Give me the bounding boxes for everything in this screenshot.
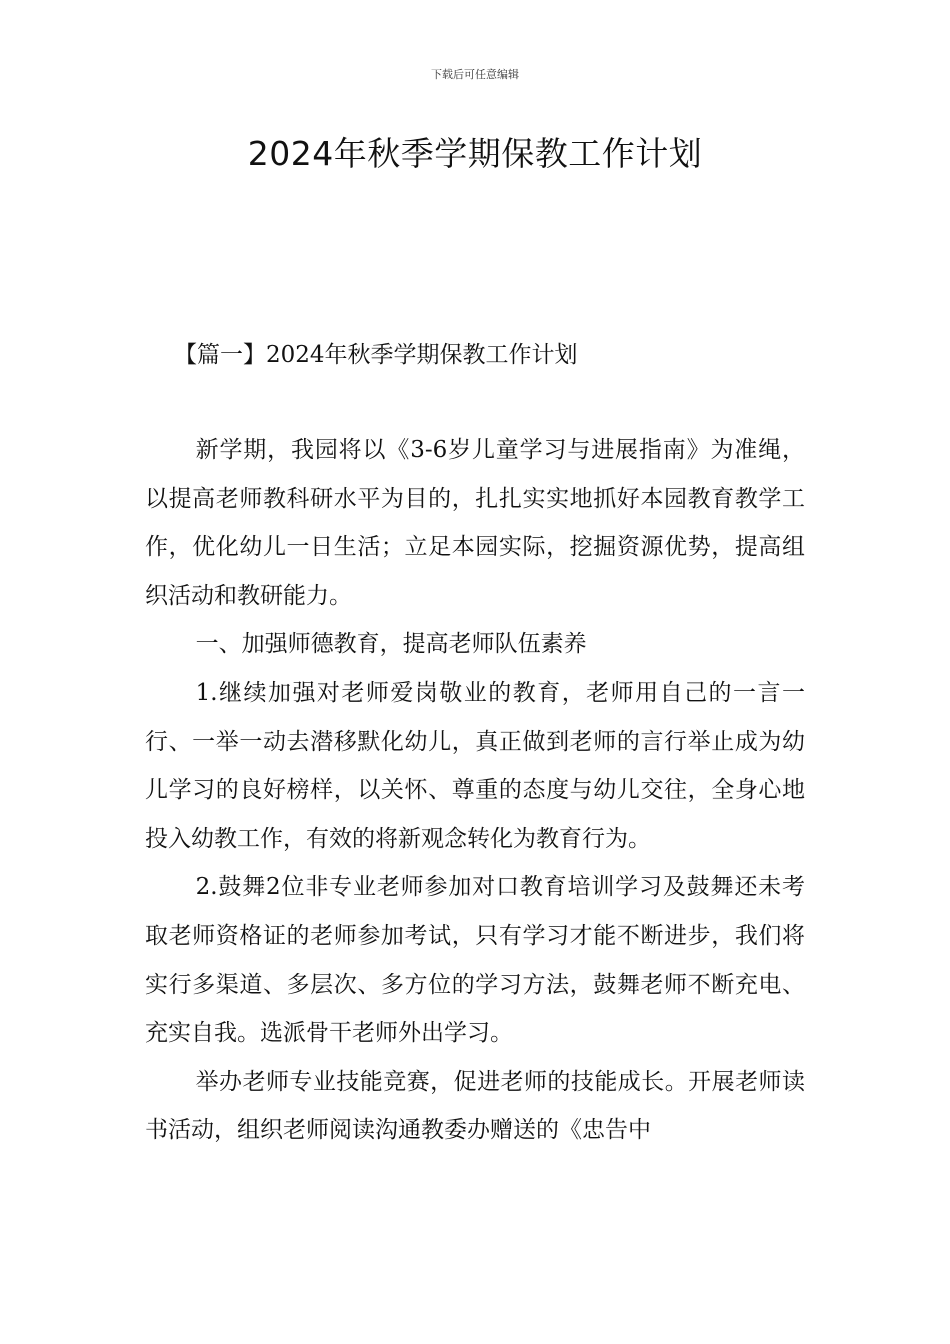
paragraph-item-1: 1.继续加强对老师爱岗敬业的教育，老师用自己的一言一行、一举一动去潜移默化幼儿，真正做到老师的言行举止成为幼儿学习的良好榜样，以关怀、尊重的态度与幼儿交往，全身心地投入幼教工作，有效的将新观念转化为教育行为。 — [145, 679, 805, 852]
paragraph-heading-1: 一、加强师德教育，提高老师队伍素养 — [195, 631, 587, 658]
paragraph-item-2: 2.鼓舞2位非专业老师参加对口教育培训学习及鼓舞还未考取老师资格证的老师参加考试，只有学习才能不断进步，我们将实行多渠道、多层次、多方位的学习方法，鼓舞老师不断充电、充实自我。选派骨干老师外出学习。 — [145, 874, 805, 1047]
paragraph-intro: 新学期，我园将以《3-6岁儿童学习与进展指南》为准绳，以提高老师教科研水平为目的，扎扎实实地抓好本园教育教学工作，优化幼儿一日生活；立足本园实际，挖掘资源优势，提高组织活动和教研能力。 — [145, 437, 805, 609]
body-text — [145, 426, 805, 1155]
document-title: 2024年秋季学期保教工作计划 — [247, 134, 703, 173]
paragraph-continued: 举办老师专业技能竞赛，促进老师的技能成长。开展老师读书活动，组织老师阅读沟通教委办赠送的《忠告中 — [145, 1068, 805, 1144]
section-heading: 【篇一】2024年秋季学期保教工作计划 — [174, 342, 578, 368]
header-note: 下载后可任意编辑 — [431, 68, 519, 81]
